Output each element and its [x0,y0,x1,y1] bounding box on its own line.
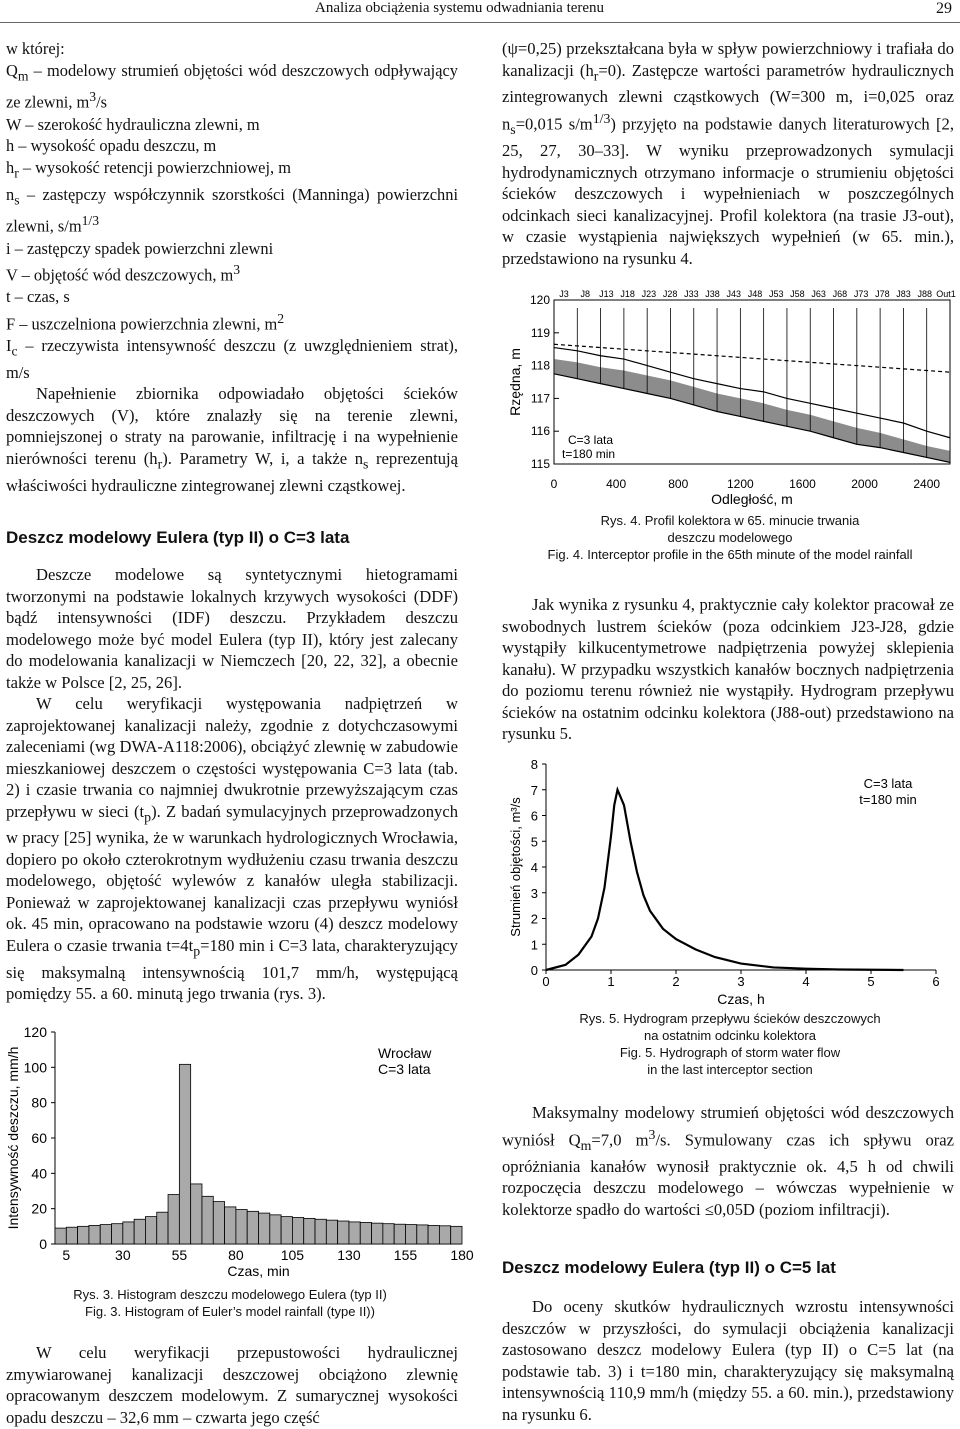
node-label: J38 [705,289,720,299]
x-tick-label: 6 [932,974,940,989]
y-tick-label: 100 [23,1059,47,1076]
definition-item: i – zastępczy spadek powierzchni zlewni [6,238,274,258]
y-tick-label: 117 [530,391,550,406]
fig5-caption-en: in the last interceptor section [647,1062,813,1077]
chart-note: t=180 min [859,792,917,807]
header-rule [0,22,960,23]
paragraph: (ψ=0,25) przekształcana była w spływ powierzchniowy i trafiała do kanalizacji $(h_r=0)$. Zastępcze wartości parametrów hydraulicznych zintegrowanych zlewni cząstkowych (W=300 m, i=0,025 oraz $n_s=0,015$ $s/m^{1/3}$) przyjęto na podstawie danych literaturowych [2, 25, 27, 30–33]. W wyniku przeprowadzonych symulacji hydrodynamicznych otrzymano informacje o strumieniu objętości ścieków deszczowych i wypełnieniach w poszczególnych odcinkach sieci kanalizacyjnej. Profil kolektora (na trasie J3-out), w czasie wystąpienia największych wypełnień (w 65. min.), przedstawiono na rysunku 4. [502,39,954,268]
histogram-bar [349,1222,360,1244]
histogram-bar [315,1219,326,1244]
node-label: J18 [620,289,635,299]
paragraph: Maksymalny modelowy strumień objętości wód deszczowych wyniósł $Q_m=7,0$ $m^3/s$. Symulowany czas ich spływu oraz opróżniania kanałów wynosił praktycznie ok. 4,5 h od chwili rozpoczęcia deszczu modelowego – wówczas wypełnienie w kolektorze spadło do wartości ≤0,05D (poziom infiltracji). [502,1103,955,1219]
histogram-bar [112,1224,123,1244]
y-tick-label: 1 [530,937,538,953]
node-label: J73 [853,289,869,299]
x-tick-label: 400 [606,477,627,491]
paragraph: W celu weryfikacji występowania nadpiętrzeń w zaprojektowanej kanalizacji należy, zgodnie z dotychczasowymi zaleceniami (wg DWA-A118:2006), obciążyć zlewnię w zabudowie mieszkaniowej deszczem o częstości występowania C=3 lata (tab. 2) i czasie trwania co najmniej dwukrotnie przewyższającym czas przepływu w sieci $(t_p)$. Z badań symulacyjnych przeprowadzonych w pracy [25] wynika, że w warunkach hydrologicznych Wrocławia, dopiero po około czterokrotnym wydłużeniu czasu trwania deszczu modelowego, objętość wylewów z kanałów uległa stabilizacji. Ponieważ w zaprojektowanej kanalizacji czas przepływu wyniósł ok. 45 min, opracowano na podstawie wzoru (4) deszcz modelowy Eulera o czasie trwania $t=4t_p=180$ min i C=3 lata, charakteryzujący się maksymalną intensywnością 101,7 mm/h, występującą pomiędzy 55. a 60. minutą jego trwania (rys. 3). [6,694,458,1004]
node-label: J58 [790,289,805,299]
x-tick-label: 5 [62,1247,71,1263]
y-tick-label: 3 [530,885,538,901]
figure-5 [506,752,960,1007]
definition-list [6,60,458,384]
fig4-caption [510,512,950,563]
histogram-bar [157,1212,168,1244]
intro-text: w której: [6,39,65,58]
histogram-bar [383,1224,394,1244]
x-tick-label: 155 [393,1247,418,1263]
histogram-bar [179,1064,190,1244]
fig3-chart [0,1018,474,1280]
figure-4 [500,282,960,510]
paragraph: Do oceny skutków hydraulicznych wzrostu intensywności deszczów w przyszłości, do symulacji obciążenia kanalizacji zastosowano deszcz modelowy Eulera (typ II) o C=5 lat (na podstawie tab. 3) i t=180 min, charakteryzujący się maksymalną intensywnością 110,9 mm/h (między 55. a 60. min.), przedstawiony na rysunku 6. [502,1297,954,1424]
fig3-caption-pl: Rys. 3. Histogram deszczu modelowego Eulera (typ II) [73,1287,387,1302]
x-tick-label: 5 [867,974,875,989]
node-label: J33 [684,289,699,299]
fig3-caption-en: Fig. 3. Histogram of Euler’s model rainfall (type II)) [85,1304,375,1319]
y-axis-label: Rzędna, m [507,348,523,416]
definition-item: $Q_m$ – modelowy strumień objętości wód deszczowych odpływający ze zlewni, $m^3/s$ [6,60,458,112]
fig3-caption [20,1286,440,1320]
definition-item: V – objętość wód deszczowych, $m^3$ [6,262,241,285]
right-column-mid [502,594,954,745]
node-label: J53 [768,289,784,299]
histogram-bar [281,1217,292,1244]
histogram-bar [225,1207,236,1244]
histogram-bar [259,1213,270,1244]
y-tick-label: 6 [530,808,538,824]
running-title: Analiza obciążenia systemu odwadniania terenu [315,0,605,16]
y-tick-label: 60 [31,1130,47,1146]
x-tick-label: 1 [607,974,615,989]
histogram-bar [417,1225,428,1244]
x-axis-label: Czas, min [227,1263,290,1279]
histogram-bar [236,1210,247,1244]
x-axis-label: Czas, h [717,991,765,1007]
fig4-caption-pl: Rys. 4. Profil kolektora w 65. minucie trwania [600,513,860,528]
left-column [6,38,458,1005]
x-tick-label: 4 [802,974,810,989]
histogram-bar [338,1221,349,1244]
fig5-caption [520,1010,940,1078]
paragraph: Deszcze modelowe są syntetycznymi hietogramami tworzonymi na podstawie lokalnych krzywych wysokości (DDF) bądź intensywności (IDF) deszczu. Przykładem deszczu modelowego może być model Eulera (typ II), który jest zalecany do modelowania kanalizacji w Niemczech [20, 22, 32], a obecnie także w Polsce [2, 25, 26]. [6,565,458,692]
x-tick-label: 80 [228,1247,244,1263]
fig5-caption-pl: Rys. 5. Hydrogram przepływu ścieków deszczowych [579,1011,881,1026]
left-column-bottom [6,1342,458,1428]
hydrograph-line [546,790,904,970]
page-number: 29 [936,0,952,17]
fig5-caption-pl: na ostatnim odcinku kolektora [644,1028,816,1043]
definition-item: t – czas, s [6,287,70,307]
histogram-bar [304,1218,315,1244]
histogram-bar [394,1224,405,1244]
node-label: J63 [811,289,826,299]
histogram-bar [428,1225,439,1244]
paragraph: W celu weryfikacji przepustowości hydraulicznej zmywiarowanej kanalizacji deszczowej obciążono zlewnię opracowanym deszczem modelowym. Z sumarycznej wysokości opadu deszczu – 32,6 mm – czwarta jego część [6,1343,458,1427]
node-label: J3 [559,289,569,299]
node-label: Out1 [936,289,956,299]
chart-note: C=3 lata [568,433,614,447]
right-column-bottom [502,1102,954,1425]
histogram-bar [145,1217,156,1244]
node-label: J23 [641,289,657,299]
histogram-bar [292,1218,303,1245]
y-tick-label: 0 [530,963,538,978]
y-tick-label: 2 [530,911,538,927]
x-axis-label: Odległość, m [711,491,793,507]
section-heading: Deszcz modelowy Eulera (typ II) o C=5 lat [502,1258,836,1278]
histogram-bar [202,1196,213,1244]
histogram-bar [55,1228,66,1244]
histogram-bar [451,1226,462,1244]
histogram-bar [168,1195,179,1244]
histogram-bar [123,1222,134,1244]
y-tick-label: 80 [31,1094,47,1111]
figure-3 [0,1018,474,1280]
fig5-chart [506,752,960,1007]
histogram-bar [405,1225,416,1244]
y-tick-label: 5 [530,834,538,850]
definition-item: $h_r$ – wysokość retencji powierzchniowej, m [6,157,291,180]
node-label: J78 [875,289,890,299]
fig4-chart [500,282,960,510]
histogram-bar [89,1225,100,1244]
y-tick-label: 116 [530,424,550,439]
fig4-caption-pl: deszczu modelowego [667,530,793,545]
x-tick-label: 130 [337,1247,361,1263]
y-tick-label: 120 [23,1024,47,1040]
node-label: J13 [599,289,614,299]
histogram-bar [326,1220,337,1244]
x-tick-label: 1600 [789,477,816,491]
y-tick-label: 7 [530,782,538,798]
x-tick-label: 30 [115,1247,131,1263]
node-label: J48 [747,289,763,299]
x-tick-label: 1200 [727,477,754,491]
y-tick-label: 40 [31,1165,47,1182]
pipe-top-line [554,348,950,438]
node-label: J83 [896,289,911,299]
histogram-bar [66,1227,77,1244]
x-tick-label: 0 [550,477,558,491]
node-label: J8 [580,289,590,299]
histogram-bar [213,1202,224,1244]
x-tick-label: 2400 [913,477,941,491]
y-tick-label: 119 [530,325,550,340]
fig4-caption-en: Fig. 4. Interceptor profile in the 65th minute of the model rainfall [547,547,913,562]
x-tick-label: 55 [171,1247,188,1263]
y-axis-label: Intensywność deszczu, mm/h [5,1046,21,1230]
x-tick-label: 2000 [851,477,878,491]
chart-note: C=3 lata [863,776,913,791]
y-tick-label: 115 [530,457,550,471]
y-tick-label: 4 [530,860,538,875]
y-tick-label: 118 [530,358,550,373]
x-tick-label: 105 [280,1247,305,1263]
histogram-bar [247,1211,258,1244]
histogram-bar [372,1223,383,1244]
histogram-bar [439,1226,450,1244]
paragraph: Jak wynika z rysunku 4, praktycznie cały kolektor pracował ze swobodnych lustrem ścieków (poza odcinkiem J23-J28, gdzie wystąpiły kilkucentymetrowe nadpiętrzenia powyżej sklepienia kanału). W przypadku wszystkich kanałów bocznych nadpiętrzenia do poziomu terenu również nie wystąpiły. Hydrogram przepływu ścieków na ostatnim odcinku kolektora (J88-out) przedstawiono na rysunku 5. [502,595,954,743]
definition-item: W – szerokość hydrauliczna zlewni, m [6,114,260,134]
y-tick-label: 8 [530,757,538,772]
y-tick-label: 20 [31,1200,47,1217]
x-tick-label: 2 [672,974,680,989]
node-label: J43 [726,289,742,299]
definition-item: F – uszczelniona powierzchnia zlewni, $m^2$ [6,310,285,334]
paragraph: Napełnienie zbiornika odpowiadało objętości ścieków deszczowych (V), które znalazły się na terenie zlewni, pomniejszonej o straty na parowanie, infiltrację i na wypełnienie nierówności terenu $(h_r)$. Parametry W, i, a także $n_s$ reprezentują właściwości hydrauliczne zintegrowanej zlewni cząstkowej. [6,384,459,495]
x-tick-label: 800 [668,477,689,491]
y-tick-label: 120 [529,293,550,307]
y-axis-label: Strumień objętości, m³/s [508,797,523,937]
node-label: J88 [917,289,933,299]
y-tick-label: 0 [39,1236,47,1252]
histogram-bar [270,1215,281,1244]
histogram-bar [78,1226,89,1244]
definition-item: $n_s$ – zastępczy współczynnik szorstkości (Manninga) powierzchni zlewni, $s/m^{1/3}$ [6,184,458,236]
x-tick-label: 0 [542,974,550,989]
right-column [502,38,954,269]
histogram-bar [191,1184,202,1244]
chart-note: t=180 min [562,447,616,461]
running-header [0,0,960,22]
histogram-bar [360,1222,371,1244]
x-tick-label: 3 [737,974,745,989]
histogram-bar [134,1219,145,1244]
node-label: J68 [832,289,848,299]
definition-item: $I_c$ – rzeczywista intensywność deszczu (z uwzględnieniem strat), m/s [6,335,458,382]
fig5-caption-en: Fig. 5. Hydrograph of storm water flow [619,1045,841,1060]
legend-text: C=3 lata [378,1061,431,1077]
node-label: J28 [662,289,678,299]
legend-text: Wrocław [378,1045,432,1061]
definition-item: h – wysokość opadu deszczu, m [6,136,217,156]
histogram-bar [100,1225,111,1244]
ground-line [554,344,950,372]
section-heading: Deszcz modelowy Eulera (typ II) o C=3 lata [6,528,350,548]
x-tick-label: 180 [450,1247,474,1263]
